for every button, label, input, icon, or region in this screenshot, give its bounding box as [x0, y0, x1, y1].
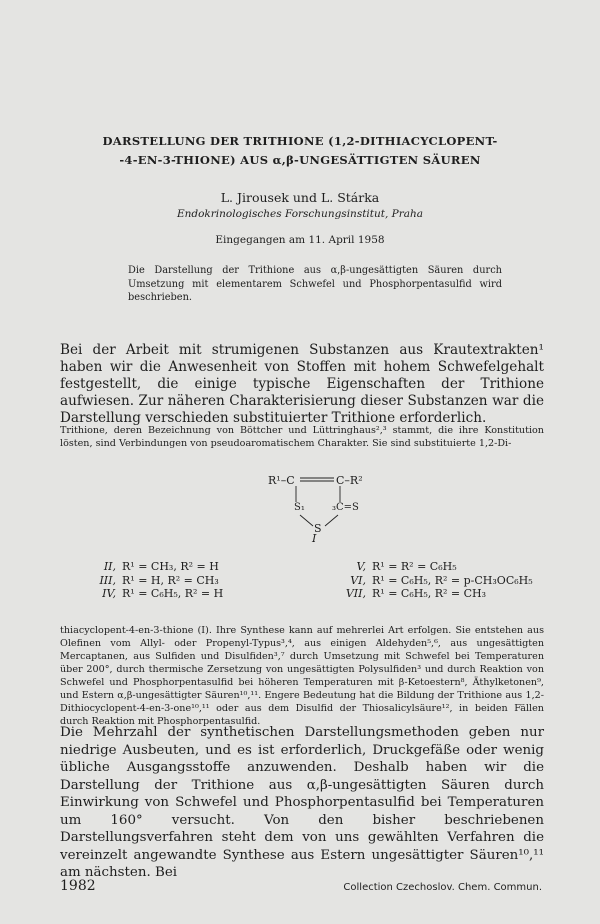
page-number: 1982	[60, 878, 96, 894]
institution: Endokrinologisches Forschungsinstitut, Praha	[176, 208, 424, 220]
structure-c3s: ₃C=S	[332, 502, 359, 513]
structure-label: I	[312, 532, 317, 545]
compound-row: III, R¹ = H, R² = CH₃	[99, 573, 219, 587]
compound-row: IV, R¹ = C₆H₅, R² = H	[102, 587, 224, 600]
structure-cr2: C–R²	[336, 474, 363, 487]
compound-row: V, R¹ = R² = C₆H₅	[356, 560, 457, 573]
synthesis-paragraph: thiacyclopent-4-en-3-thione (I). Ihre Synthese kann auf mehrerlei Art erfolgen. Sie entstehen aus Olefinen vom Allyl- oder Propenyl-Typus³,⁴, aus einigen Aldehyden⁵,⁶, aus ungesättigten Mercaptanen, aus Sulfiden und Disulfiden³,⁷ durch Umsetzung mit Schwefel bei Temperaturen über 200°, durch thermische Zersetzung von ungesättigten Polysulfiden³ und durch Reaktion von Schwefel und Phosphorpentasulfid bei höheren Temperaturen mit β-Ketoestern⁸, Äthylketonen⁹, und Estern α,β-ungesättigter Säuren¹⁰,¹¹. Engere Bedeutung hat die Bildung der Trithione aus 1,2-Dithiocyclopent-4-en-3-one¹⁰,¹¹ oder aus dem Disulfid der Thiosalicylsäure¹², in beiden Fällen durch Reaktion mit Phosphorpentasulfid.	[60, 625, 544, 727]
article-title	[60, 132, 540, 170]
compound-row: VI, R¹ = C₆H₅, R² = p-CH₃OC₆H₅	[350, 573, 533, 587]
abstract: Die Darstellung der Trithione aus α,β-ungesättigten Säuren durch Umsetzung mit elementarem Schwefel und Phosphorpentasulfid wird beschrieben.	[128, 265, 502, 303]
compound-row: VII, R¹ = C₆H₅, R² = CH₃	[345, 587, 487, 600]
trithione-paragraph: Trithione, deren Bezeichnung von Böttcher und Lüttringhaus²,³ stammt, die ihre Konstitution lösten, sind Verbindungen von pseudoaromatischem Charakter. Sie sind substituierte 1,2-Di-	[60, 425, 544, 449]
compound-row: II, R¹ = CH₃, R² = H	[103, 560, 219, 573]
structure-s1: S₁	[294, 502, 305, 513]
method-paragraph: Die Mehrzahl der synthetischen Darstellungsmethoden geben nur niedrige Ausbeuten, und es ist erforderlich, Druckgefäße oder wenig übliche Ausgangsstoffe anzuwenden. Deshalb haben wir die Darstellung der Trithione aus α,β-ungesättigten Säuren durch Einwirkung von Schwefel und Phosphorpentasulfid bei Temperaturen um 160° versucht. Von den bisher beschriebenen Darstellungsverfahren steht dem von uns gewählten Verfahren die vereinzelt angewandte Synthese aus Estern ungesättigter Säuren¹⁰,¹¹ am nächsten. Bei	[60, 725, 544, 880]
compounds-left	[90, 560, 223, 601]
title-line-1: DARSTELLUNG DER TRITHIONE (1,2-DITHIACYCLOPENT-	[102, 134, 498, 148]
structure-s2: S	[314, 522, 322, 535]
structure-r1c: R¹–C	[268, 474, 295, 487]
received-date: Eingegangen am 11. April 1958	[215, 234, 385, 246]
title-line-2: -4-EN-3-THIONE) AUS α,β-UNGESÄTTIGTEN SÄUREN	[119, 153, 481, 167]
compounds-right	[340, 560, 533, 601]
authors: L. Jirousek und L. Stárka	[220, 190, 380, 205]
journal-name: Collection Czechoslov. Chem. Commun.	[343, 882, 542, 893]
intro-paragraph: Bei der Arbeit mit strumigenen Substanzen aus Krautextrakten¹ haben wir die Anwesenheit von Stoffen mit hohem Schwefelgehalt festgestellt, die einige typische Eigenschaften der Trithione aufwiesen. Zur näheren Charakterisierung dieser Substanzen war die Darstellung verschieden substituierter Trithione erforderlich.	[60, 342, 544, 426]
